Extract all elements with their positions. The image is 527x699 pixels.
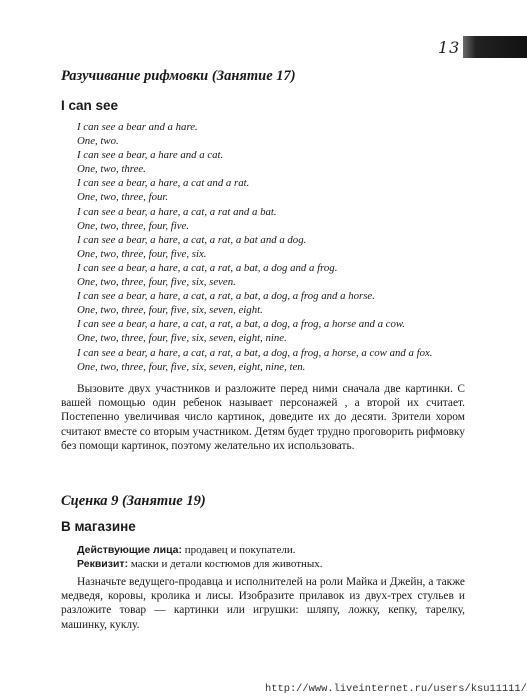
poem-line: One, two, three, four, five. xyxy=(77,219,190,232)
section-heading-scene: Сценка 9 (Занятие 19) xyxy=(61,493,206,509)
poem-line: One, two. xyxy=(77,135,119,148)
poem-line: One, two, three, four, five, six, seven. xyxy=(77,276,236,289)
poem-line: I can see a bear, a hare, a cat and a rat. xyxy=(77,177,250,190)
props-line xyxy=(77,557,323,571)
poem-line: One, two, three. xyxy=(77,163,146,176)
section-heading-rhyme: Разучивание рифмовки (Занятие 17) xyxy=(61,68,296,84)
poem-line: I can see a bear, a hare, a cat, a rat, a bat, a dog, a frog, a horse, a cow and a fox. xyxy=(77,346,433,359)
poem-line: I can see a bear, a hare, a cat, a rat, a bat, a dog and a frog. xyxy=(77,261,338,274)
poem-line: One, two, three, four, five, six, seven, eight, nine. xyxy=(77,332,287,345)
poem-line: One, two, three, four, five, six. xyxy=(77,247,207,260)
poem-title: I can see xyxy=(61,98,119,113)
poem-line: One, two, three, four. xyxy=(77,191,169,204)
actors-label: Действующие лица: xyxy=(77,544,182,556)
props-value: маски и детали костюмов для животных. xyxy=(128,558,323,570)
poem xyxy=(77,120,432,374)
actors-line xyxy=(77,543,295,557)
poem-line: I can see a bear, a hare and a cat. xyxy=(77,149,224,162)
footer-url: http://www.liveinternet.ru/users/ksu11111/ xyxy=(265,683,527,695)
poem-line: I can see a bear, a hare, a cat, a rat, a bat and a dog. xyxy=(77,233,307,246)
scene-instructions-paragraph: Назначьте ведущего-продавца и исполнителей на роли Майка и Джейн, а также медведя, коровы, кролика и лисы. Изобразите прилавок из двух-трех стульев и разложите товар — картинки или игрушки: шляпу, ложку, кепку, тарелку, машинку, куклу. xyxy=(61,576,465,631)
props-label: Реквизит: xyxy=(77,558,129,570)
poem-line: I can see a bear, a hare, a cat, a rat, a bat, a dog, a frog, a horse and a cow. xyxy=(77,318,405,331)
page-corner-bar xyxy=(463,36,527,58)
poem-line: I can see a bear, a hare, a cat, a rat and a bat. xyxy=(77,205,277,218)
poem-line: One, two, three, four, five, six, seven, eight, nine, ten. xyxy=(77,360,306,373)
page-number: 13 xyxy=(438,38,461,57)
scene-title: В магазине xyxy=(61,519,136,534)
poem-line: I can see a bear, a hare, a cat, a rat, a bat, a dog, a frog and a horse. xyxy=(77,290,375,303)
actors-value: продавец и покупатели. xyxy=(182,544,296,556)
poem-line: One, two, three, four, five, six, seven, eight. xyxy=(77,304,263,317)
rhyme-instructions-paragraph: Вызовите двух участников и разложите перед ними сначала две картинки. С вашей помощью один ребенок называет персонажей , а второй их считает. Постепенно увеличивая число картинок, доведите их до десяти. Зрители хором считают вместе со вторым участником. Детям будет трудно проговорить рифмовку без помощи картинок, поэтому желательно их использовать. xyxy=(61,383,465,452)
poem-line: I can see a bear and a hare. xyxy=(77,121,198,133)
